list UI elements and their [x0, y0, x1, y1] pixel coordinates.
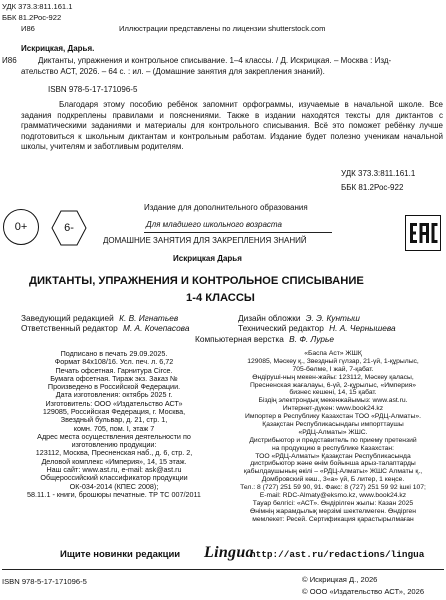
credit-role: Заведующий редакцией — [21, 313, 114, 323]
credit-role: Ответственный редактор — [21, 323, 118, 333]
imprint-left-line: изготовлению продукции: — [71, 440, 157, 450]
imprint-left-line: Наш сайт: www.ast.ru, e-mail: ask@ast.ru — [46, 464, 182, 474]
age-rating-label: 0+ — [14, 221, 28, 233]
credit-role: Технический редактор — [238, 323, 324, 333]
imprint-right-line: на продукцию в республике Казахстан: — [271, 444, 395, 452]
imprint-right-line: «Баспа Аст» ЖШҚ — [304, 350, 362, 357]
divider — [144, 232, 332, 233]
bbk-bottom: ББК 81.2Рос-922 — [341, 183, 404, 192]
catalogue-line-1: Диктанты, упражнения и контрольное списывание. 1–4 классы. / Д. Искрицкая. – Москва : Изд- — [38, 56, 392, 65]
imprint-left-line: Изготовитель: ООО «Издательство АСТ» — [45, 398, 183, 408]
imprint-left-line: 129085, Российская Федерация, г. Москва, — [42, 406, 186, 416]
imprint-right-line: Домбровский көш., 3«а» үй, Б литер, 1 кеңсе. — [261, 476, 405, 484]
imprint-right-line: Дистрибьютор и представитель по приему претензий — [249, 436, 417, 444]
udk-bottom: УДК 373.3:811.161.1 — [341, 169, 416, 178]
credit-person: М. А. Кочепасова — [123, 323, 190, 333]
imprint-right-line: Өнімнің жарамдылық мерзімі шектелмеген. Өндірген — [249, 507, 417, 515]
imprint-right-line: Тауар белгісі: «АСТ». Өндірілген жылы: Казан 2025 — [252, 499, 414, 507]
imprint-right-line: Тел.: 8 (727) 251 59 90, 91. Факс: 8 (727) 251 59 92 ішкі 107; — [240, 484, 426, 492]
bbk-top: ББК 81.2Рос-922 — [2, 13, 62, 22]
imprint-right-line: Қазақстан Республикасындағы импорттаушы — [262, 421, 404, 429]
imprint-left-line: Бумага офсетная. Тираж экз. Заказ № — [50, 373, 178, 383]
imprint-right-line: Интернет-дүкен: www.book24.kz — [282, 405, 384, 413]
age-rating-mark — [3, 209, 39, 245]
edition-type: Издание для дополнительного образования — [144, 203, 308, 212]
credit-right-2 — [238, 324, 396, 332]
code-top: И86 — [21, 24, 35, 33]
imprint-left-line: 58.11.1 - книги, брошюры печатные. ТР ТС 007/2011 — [27, 489, 201, 499]
imprint-right-line: 129085, Мәскеу қ., Звездный гүлзар, 21-үй, 1-құрылыс, — [247, 357, 419, 365]
imprint-left-line: Подписано в печать 29.09.2025. — [60, 349, 168, 358]
credit-person: Н. А. Чернышева — [329, 323, 396, 333]
credit-role: Дизайн обложки — [238, 313, 301, 323]
credit-right-3 — [195, 335, 334, 343]
imprint-right — [226, 350, 440, 524]
imprint-right-line: қабылдаушының өкілі – «РДЦ-Алматы» ЖШС Алматы қ., — [243, 468, 423, 476]
credit-person: К. В. Игнатьев — [119, 313, 179, 323]
book-title: ДИКТАНТЫ, УПРАЖНЕНИЯ И КОНТРОЛЬНОЕ СПИСЫВАНИЕ — [29, 275, 364, 287]
imprint-left-line: Произведено в Российской Федерации. — [47, 382, 181, 392]
author-heading: Искрицкая, Дарья. — [21, 44, 95, 53]
credit-left-2 — [21, 324, 189, 332]
credit-role: Компьютерная верстка — [195, 334, 284, 344]
imprint-left-line: ОК-034-2014 (КПЕС 2008); — [69, 481, 159, 491]
age-recommended-mark — [50, 209, 88, 247]
imprint-right-line: Біздің электрондық мекенжайымыз: www.ast.ru. — [258, 397, 408, 405]
imprint-left-line: Дата изготовления: октябрь 2025 г. — [55, 390, 173, 400]
imprint-right-line: мемлекет: Ресей. Сертификация қарастырылмаған — [252, 515, 414, 523]
credit-right-1 — [238, 314, 360, 322]
imprint-left — [8, 350, 220, 499]
credit-person: Э. Э. Кунтыш — [305, 313, 360, 323]
imprint-right-line: E-mail: RDC-Almaty@eksmo.kz, www.book24.kz — [259, 492, 407, 500]
imprint-left-line: Общероссийский классификатор продукции — [40, 473, 188, 483]
author-name: Искрицкая Дарья — [173, 254, 242, 263]
imprint-right-line: Импортер в Республику Казахстан ТОО «РДЦ-Алматы». — [245, 413, 421, 421]
imprint-right-line: Пресненская жағалауы, 6-үй, 2-құрылыс, «Империя» — [249, 381, 417, 389]
lingua-prefix: Ищите новинки редакции — [60, 549, 181, 560]
imprint-left-line: Деловой комплекс «Империя», 14, 15 этаж. — [41, 456, 187, 466]
credit-left-1 — [21, 314, 178, 322]
udk-top: УДК 373.3:811.161.1 — [2, 2, 73, 11]
isbn-main: ISBN 978-5-17-171096-5 — [48, 85, 138, 94]
eac-mark — [405, 215, 441, 251]
lingua-logo: Lingua — [204, 544, 254, 561]
series-title: ДОМАШНИЕ ЗАНЯТИЯ ДЛЯ ЗАКРЕПЛЕНИЯ ЗНАНИЙ — [103, 236, 307, 245]
isbn-bottom: ISBN 978-5-17-171096-5 — [2, 577, 87, 586]
imprint-left-line: Печать офсетная. Гарнитура Circe. — [55, 365, 173, 375]
divider — [2, 569, 444, 570]
imprint-right-line: Өндіруші-ның мекен-жайы: 123112, Мәскеу қаласы, — [252, 373, 414, 381]
copyright-author: © Искрицкая Д., 2026 — [302, 575, 378, 584]
catalogue-line-2: ательство АСТ, 2026. – 64 с. : ил. – (Домашние занятия для закрепления знаний). — [21, 67, 325, 76]
imprint-right-line: ТОО «РДЦ-Алматы» Қазақстан Республикасында — [255, 452, 411, 460]
copyright-publisher: © ООО «Издательство АСТ», 2026 — [302, 587, 425, 596]
annotation-paragraph: Благодаря этому пособию ребёнок запомнит орфограммы, изучаемые в начальной школе. Все задания подкреплены правилами и пояснениями. Также в издании находятся тексты для диктантов с грамматическими заданиями и материалы для контрольного списывания. Всё это поможет ребёнку лучше подготовиться к школьным диктантам и контрольным работам. Издание будет полезно ученикам начальной школы, учителям и заботливым родителям. — [21, 100, 443, 152]
imprint-left-line: Адрес места осуществления деятельности по — [37, 431, 191, 441]
imprint-left-line: Формат 84х108/16. Усл. печ. л. 6,72 — [54, 357, 174, 367]
audience: Для младшего школьного возраста — [146, 220, 282, 229]
eac-mark-icon — [405, 215, 441, 251]
imprint-right-line: «РДЦ-Алматы» ЖШС. — [298, 428, 368, 436]
code-left: И86 — [2, 56, 17, 65]
credit-person: В. Ф. Лурье — [289, 334, 334, 344]
imprint-right-line: бизнес кешені, 14, 15 қабат. — [289, 389, 377, 397]
imprint-right-line: дистрибьютор және өнім бойынша арыз-талаптарды — [250, 460, 416, 468]
illustrations-license: Иллюстрации представлены по лицензии shutterstock.com — [119, 24, 326, 33]
imprint-left-line: Звездный бульвар, д. 21, стр. 1, — [60, 415, 168, 425]
lingua-url[interactable]: http://ast.ru/redactions/lingua — [250, 549, 425, 560]
age-recommended-label: 6- — [64, 222, 74, 234]
grades: 1-4 КЛАССЫ — [186, 292, 255, 304]
imprint-left-line: комн. 705, пом. I, этаж 7 — [73, 423, 155, 433]
imprint-left-line: 123112, Москва, Пресненская наб., д. 6, стр. 2, — [35, 448, 193, 458]
imprint-right-line: 705-бөлме, I жай, 7-қабат. — [292, 365, 374, 373]
